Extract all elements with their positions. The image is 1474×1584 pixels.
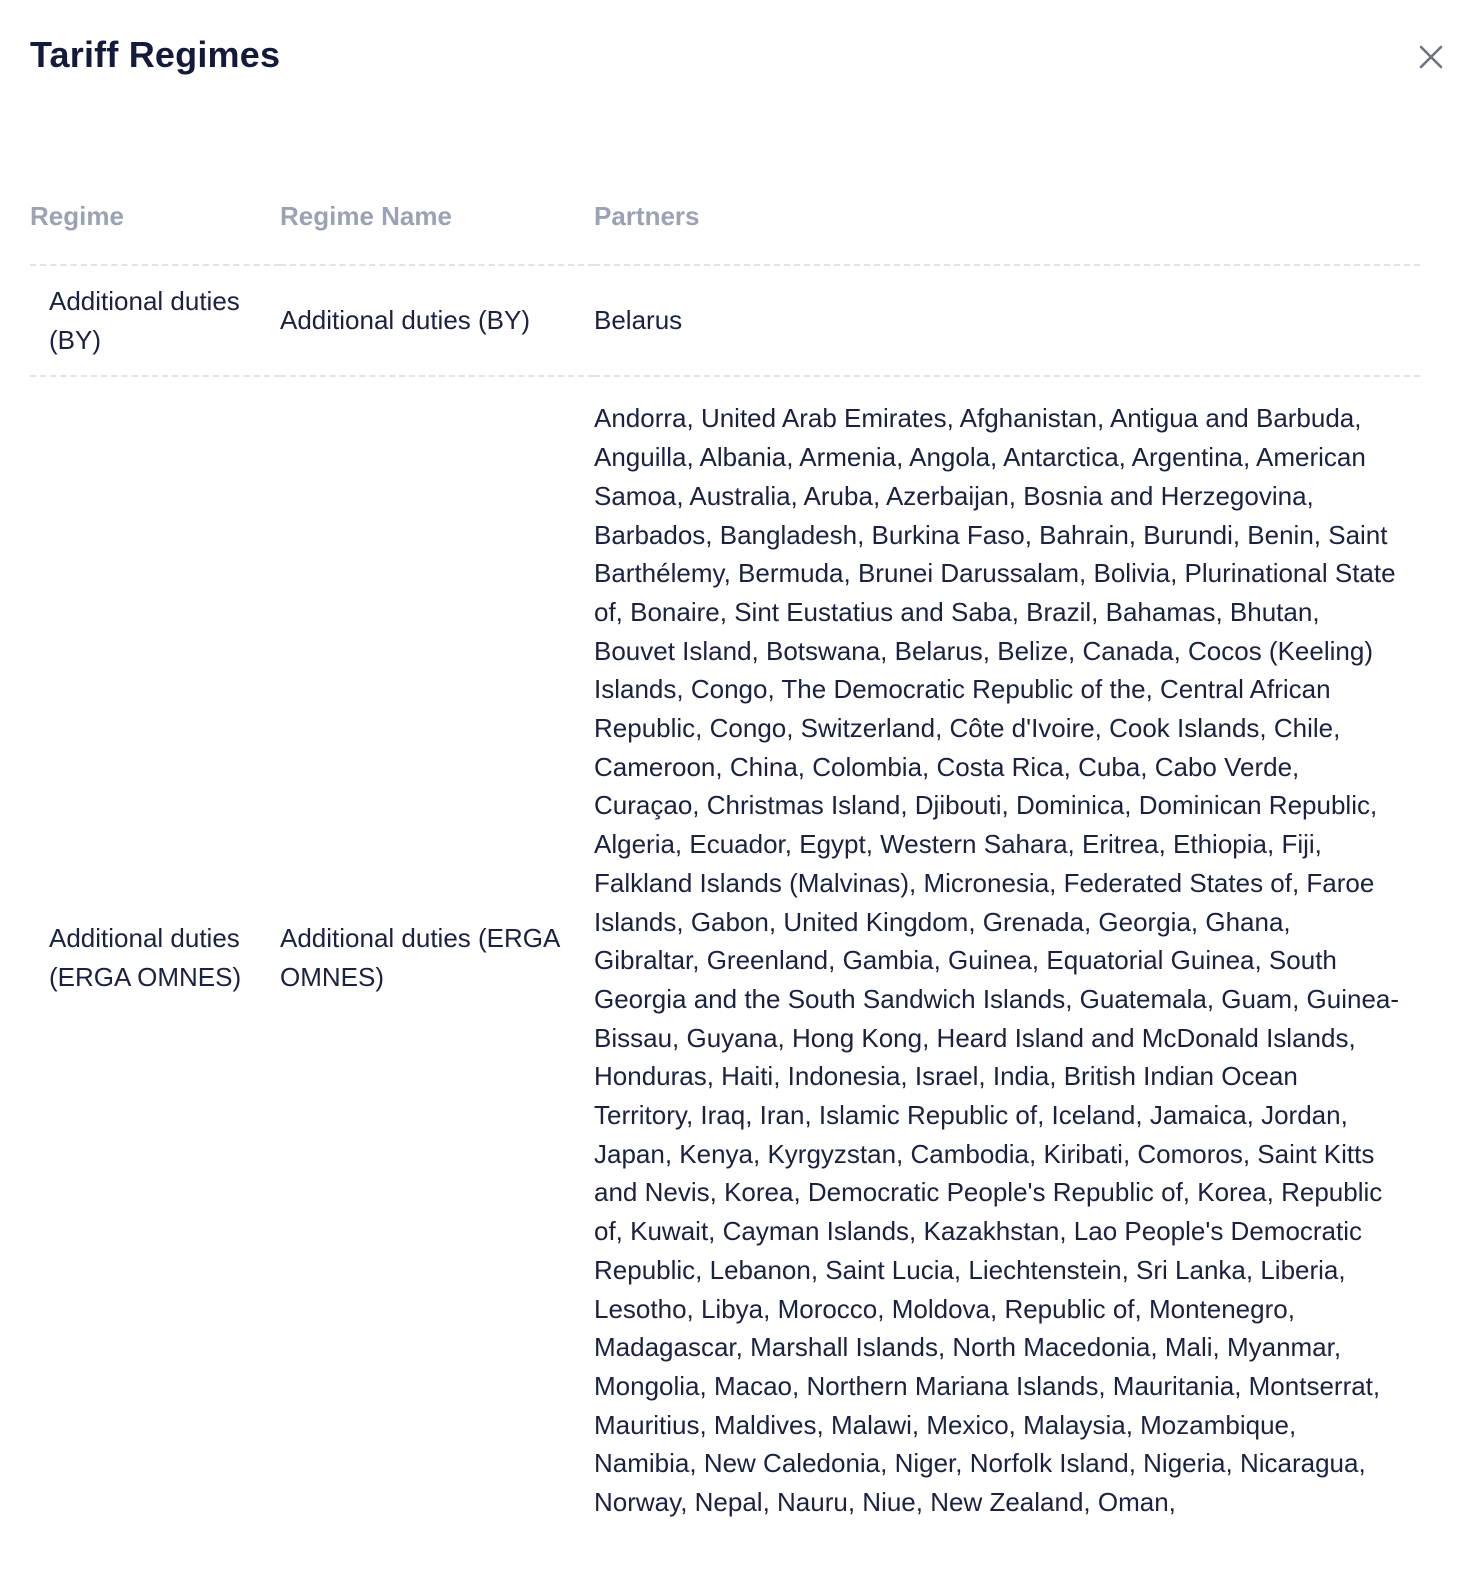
regime-cell: Additional duties (ERGA OMNES)	[49, 922, 242, 992]
column-header-partners[interactable]: Partners	[594, 196, 1420, 265]
modal-title: Tariff Regimes	[30, 34, 281, 75]
table-body	[30, 265, 1420, 1538]
regime-name-cell: Additional duties (BY)	[280, 265, 594, 376]
close-button[interactable]	[1412, 38, 1450, 76]
table-row	[30, 265, 1420, 376]
table-row	[30, 376, 1420, 1537]
regime-cell: Additional duties (BY)	[30, 265, 280, 376]
table-header-row	[30, 196, 1420, 265]
table-header	[30, 196, 1420, 265]
partners-cell: Belarus	[594, 265, 1420, 376]
regime-name-cell: Additional duties (ERGA OMNES)	[280, 922, 559, 992]
partners-cell: Andorra, United Arab Emirates, Afghanistan, Antigua and Barbuda, Anguilla, Albania, Armenia, Angola, Antarctica, Argentina, American Samoa, Australia, Aruba, Azerbaijan, Bosnia and Herzegovina, Barbados, Bangladesh, Burkina Faso, Bahrain, Burundi, Benin, Saint Barthélemy, Bermuda, Brunei Darussalam, Bolivia, Plurinational State of, Bonaire, Sint Eustatius and Saba, Brazil, Bahamas, Bhutan, Bouvet Island, Botswana, Belarus, Belize, Canada, Cocos (Keeling) Islands, Congo, The Democratic Republic of the, Central African Republic, Congo, Switzerland, Côte d'Ivoire, Cook Islands, Chile, Cameroon, China, Colombia, Costa Rica, Cuba, Cabo Verde, Curaçao, Christmas Island, Djibouti, Dominica, Dominican Republic, Algeria, Ecuador, Egypt, Western Sahara, Eritrea, Ethiopia, Fiji, Falkland Islands (Malvinas), Micronesia, Federated States of, Faroe Islands, Gabon, United Kingdom, Grenada, Georgia, Ghana, Gibraltar, Greenland, Gambia, Guinea, Equatorial Guinea, South Georgia and the South Sandwich Islands, Guatemala, Guam, Guinea-Bissau, Guyana, Hong Kong, Heard Island and McDonald Islands, Honduras, Haiti, Indonesia, Israel, India, British Indian Ocean Territory, Iraq, Iran, Islamic Republic of, Iceland, Jamaica, Jordan, Japan, Kenya, Kyrgyzstan, Cambodia, Kiribati, Comoros, Saint Kitts and Nevis, Korea, Democratic People's Republic of, Korea, Republic of, Kuwait, Cayman Islands, Kazakhstan, Lao People's Democratic Republic, Lebanon, Saint Lucia, Liechtenstein, Sri Lanka, Liberia, Lesotho, Libya, Morocco, Moldova, Republic of, Montenegro, Madagascar, Marshall Islands, North Macedonia, Mali, Myanmar, Mongolia, Macao, Northern Mariana Islands, Mauritania, Montserrat, Mauritius, Maldives, Malawi, Mexico, Malaysia, Mozambique, Namibia, New Caledonia, Niger, Norfolk Island, Nigeria, Nicaragua, Norway, Nepal, Nauru, Niue, New Zealand, Oman,	[594, 403, 1400, 1518]
close-icon	[1418, 44, 1444, 70]
tariff-regimes-table	[30, 196, 1420, 1538]
column-header-regime[interactable]: Regime	[30, 196, 280, 265]
column-header-regime-name[interactable]: Regime Name	[280, 196, 594, 265]
